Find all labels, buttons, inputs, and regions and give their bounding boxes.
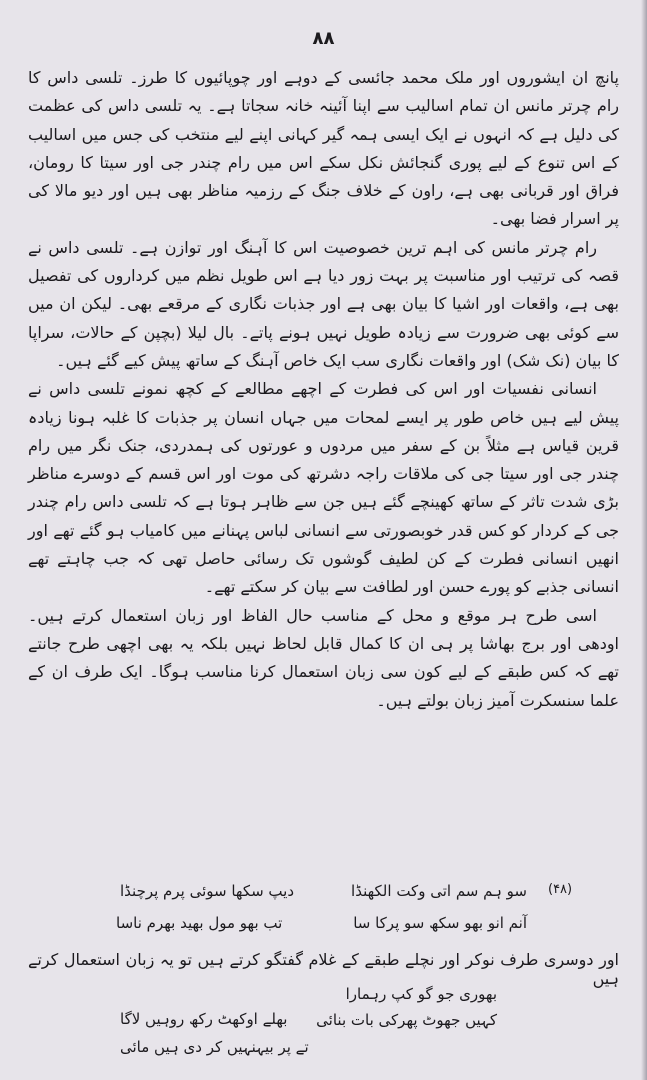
- paragraph-1: پانچ ان ایشوروں اور ملک محمد جائسی کے دوہے اور چوپائیوں کا طرز۔ تلسی داس کا رام چرتر مانس ان تمام اسالیب سے اپنا آئینہ خانہ سجاتا ہے۔ یہ تلسی داس کی عظمت کی دلیل ہے کہ انہوں نے ایک ایسی ہمہ گیر کہانی اپنے لیے منتخب کی جس میں اسالیب کے اس تنوع کے لیے پوری گنجائش نکل سکے اس میں رام چندر جی اور سیتا کا رومان، فراق اور قربانی بھی ہے، راون کے خلاف جنگ کے رزمیہ مناظر بھی ہیں اور دیو مالا کی پر اسرار فضا بھی۔: [28, 68, 619, 229]
- verse-line-1: سو ہم سم اتی وکت الکھنڈا: [351, 882, 527, 900]
- paragraph-3: انسانی نفسیات اور اس کی فطرت کے اچھے مطالعے کے کچھ نمونے تلسی داس نے پیش لیے ہیں خاص طور پر ایسے لمحات میں جہاں انسان پر جذبات کا غلبہ ہونا زیادہ قرین قیاس ہے مثلاً بن کے سفر میں مردوں و عورتوں کی ہمدردی، جنک نگر میں رام چندر جی اور سیتا جی کی ملاقات راجہ دشرتھ کی موت اور اس قسم کے دوسرے مناظر بڑی شدت تاثر کے ساتھ کھینچے گئے ہیں جن سے ظاہر ہوتا ہے کہ تلسی داس رام چندر جی کے کردار کو کس قدر خوبصورتی سے انسانی لباس پہنانے میں کامیاب ہو گئے تھے اور انھیں انسانی فطرت کے کن لطیف گوشوں تک رسائی حاصل تھی کہ جب چاہتے تھے انسانی جذبے کو پورے حسن اور لطافت سے بیان کر سکتے تھے۔: [28, 379, 619, 597]
- verse-line-6: بھلے اوکھٹ رکھ روہیں لاگا: [120, 1010, 288, 1028]
- verse-line-7: کہیں جھوٹ پھرکی بات بنائی: [316, 1011, 497, 1029]
- page-number: ۸۸: [312, 28, 335, 49]
- body-text: [28, 64, 619, 715]
- verse-line-8: تے پر بیہنہیں کر دی ہیں مائی: [120, 1038, 309, 1056]
- verse-line-2: دیپ سکھا سوئی پرم پرچنڈا: [120, 882, 295, 900]
- verse-line-3: آنم انو بھو سکھ سو پرکا سا: [353, 914, 527, 932]
- verse-line-5: بھوری جو گو کپ رہمارا: [345, 985, 497, 1003]
- verse-line-4: تب بھو مول بھید بھرم ناسا: [116, 914, 283, 932]
- paragraph-4: اسی طرح ہر موقع و محل کے مناسب حال الفاظ اور زبان استعمال کرتے ہیں۔ اودھی اور برج بھاشا پر ہی ان کا کمال قابل لحاظ نہیں بلکہ یہ بھی اچھی طرح جانتے تھے کہ کس طبقے کے لیے کون سی زبان استعمال کرنا مناسب ہوگا۔ ایک طرف ان کے علما سنسکرت آمیز زبان بولتے ہیں۔: [28, 605, 619, 710]
- couplet-number: (۴۸): [548, 882, 573, 897]
- page-edge-shadow: [641, 0, 647, 1080]
- prose-line: اور دوسری طرف نوکر اور نچلے طبقے کے غلام گفتگو کرتے ہیں تو یہ زبان استعمال کرتے ہیں: [28, 950, 619, 988]
- paragraph-2: رام چرتر مانس کی اہم ترین خصوصیت اس کا آہنگ اور توازن ہے۔ تلسی داس نے قصہ کی ترتیب اور مناسبت پر بہت زور دیا ہے اس طویل نظم میں کرداروں کی تفصیل بھی ہے، واقعات اور اشیا کا بیان بھی ہے اور جذبات نگاری کے مرقعے بھی۔ لیکن ان میں سے کوئی بھی ضرورت سے زیادہ طویل نہیں ہونے پاتے۔ بال لیلا (بچپن کے حالات، سراپا کا بیان (نک شک) اور واقعات نگاری سب ایک خاص آہنگ کے ساتھ پیش کیے گئے ہیں۔: [28, 237, 619, 370]
